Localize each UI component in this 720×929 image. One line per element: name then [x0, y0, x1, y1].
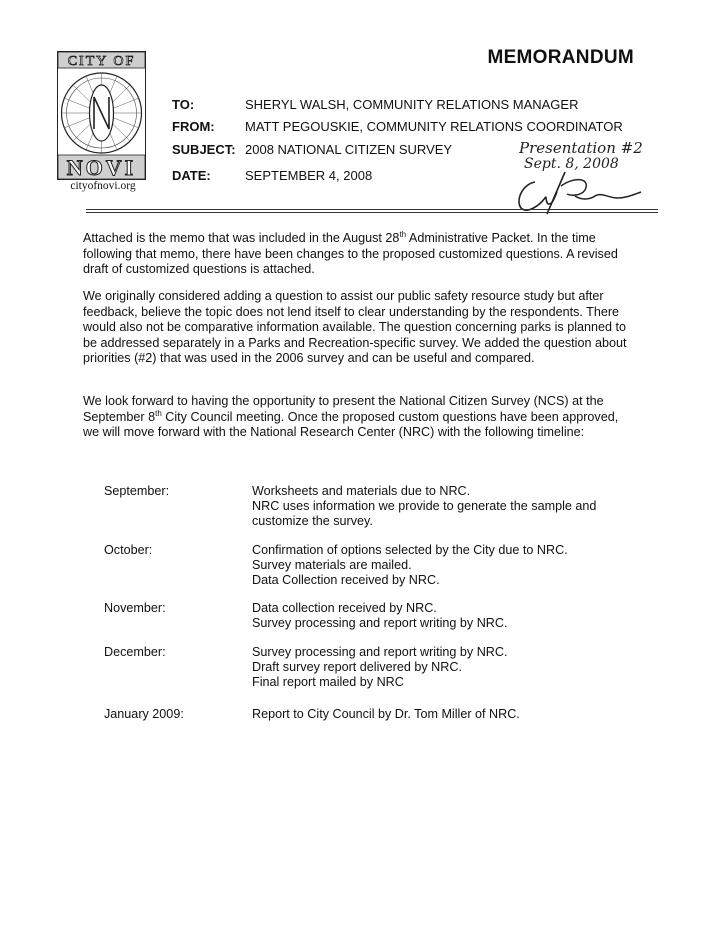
header-rule-bottom [86, 212, 658, 213]
from-label: FROM: [172, 119, 215, 134]
timeline-item: NRC uses information we provide to generate the sample and [252, 499, 597, 514]
logo-top-text: CITY OF [67, 54, 136, 69]
handwritten-date-note: Sept. 8, 2008 [524, 156, 619, 172]
timeline-item: Worksheets and materials due to NRC. [252, 484, 471, 498]
date-value: SEPTEMBER 4, 2008 [245, 168, 373, 183]
timeline-item: Data collection received by NRC. [252, 601, 437, 615]
timeline-item: Confirmation of options selected by the City due to NRC. [252, 543, 568, 557]
timeline-item: Final report mailed by NRC [252, 675, 404, 690]
city-of-novi-logo [57, 51, 146, 180]
timeline-item: Draft survey report delivered by NRC. [252, 660, 462, 675]
date-label: DATE: [172, 168, 211, 183]
timeline-items-september [252, 484, 632, 530]
memo-title: MEMORANDUM [487, 47, 634, 68]
subject-label: SUBJECT: [172, 142, 236, 157]
paragraph-2: We originally considered adding a question to assist our public safety resource study but after feedback, believe the topic does not lend itself to clear understanding by the respondents. There would also not be comparative information available. The question concerning parks is planned to be addressed separately in a Parks and Recreation-specific survey. We added the question about priorities (#2) that was used in the 2006 survey and can be useful and compared. [83, 289, 627, 366]
timeline-item: Survey processing and report writing by NRC. [252, 645, 508, 659]
timeline-month-january: January 2009: [104, 707, 184, 721]
logo-url: cityofnovi.org [70, 180, 136, 192]
timeline-items-october [252, 543, 632, 589]
paragraph-1: Attached is the memo that was included in the August 28th Administrative Packet. In the time following that memo, there have been changes to the proposed customized questions. A revised draft of customized questions is attached. [83, 229, 618, 277]
timeline-items-november [252, 601, 632, 631]
timeline-item: Data Collection received by NRC. [252, 573, 440, 588]
paragraph-3: We look forward to having the opportunity to present the National Citizen Survey (NCS) at the September 8th City Council meeting. Once the proposed custom questions have been approved, we will move forward with the National Research Center (NRC) with the following timeline: [83, 394, 619, 440]
timeline-month-october: October: [104, 543, 153, 557]
header-rule-top [86, 209, 658, 210]
from-value: MATT PEGOUSKIE, COMMUNITY RELATIONS COORDINATOR [245, 119, 623, 134]
timeline-item: Survey materials are mailed. [252, 558, 412, 573]
subject-value: 2008 NATIONAL CITIZEN SURVEY [245, 142, 453, 157]
timeline-item: customize the survey. [252, 514, 373, 529]
timeline-items-december [252, 645, 632, 691]
timeline-item: Survey processing and report writing by NRC. [252, 616, 508, 631]
timeline-item: Report to City Council by Dr. Tom Miller of NRC. [252, 707, 520, 721]
timeline-month-december: December: [104, 645, 166, 659]
logo-bottom-text: NOVI [66, 155, 137, 180]
timeline-items-january [252, 707, 632, 722]
handwritten-presentation-note: Presentation #2 [519, 139, 643, 157]
to-value: SHERYL WALSH, COMMUNITY RELATIONS MANAGER [245, 97, 579, 112]
timeline-month-september: September: [104, 484, 170, 498]
to-label: TO: [172, 97, 195, 112]
timeline-month-november: November: [104, 601, 166, 615]
